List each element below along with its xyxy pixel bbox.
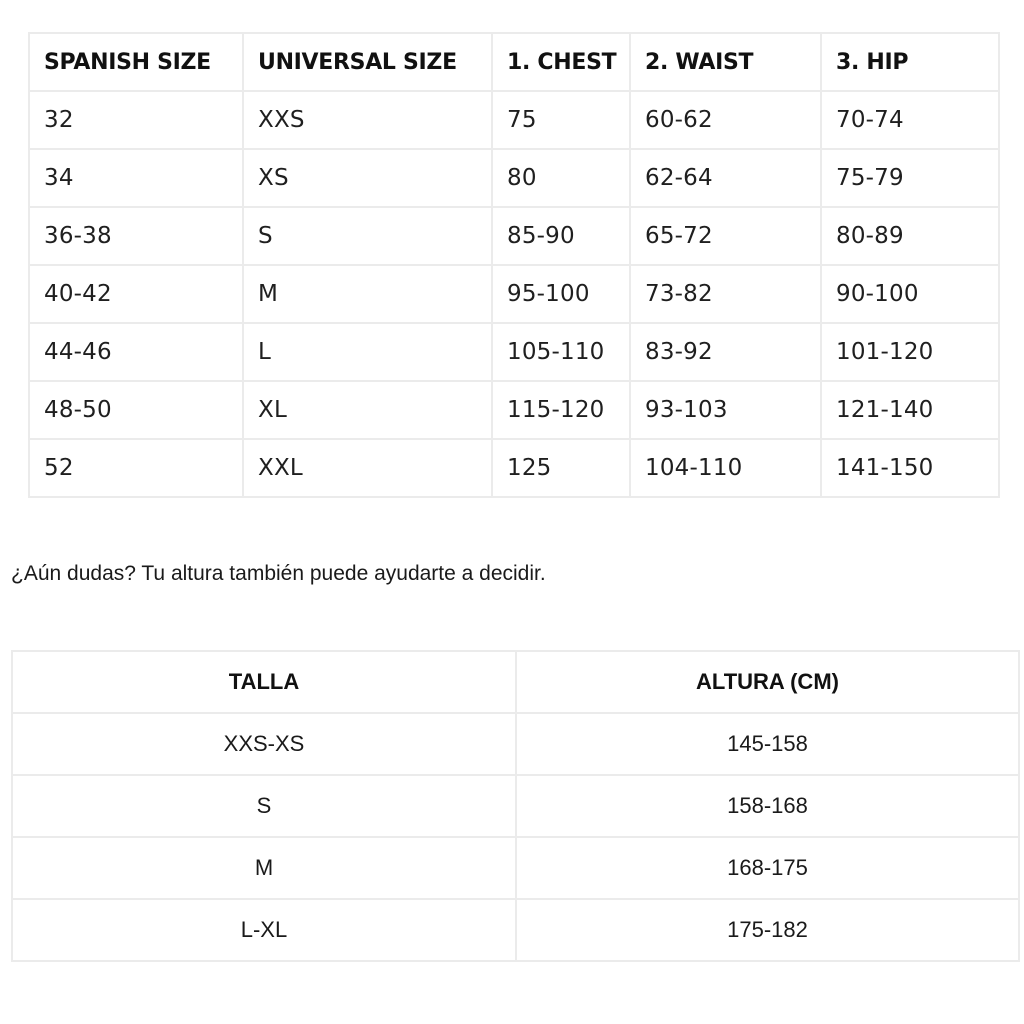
header-universal-size: UNIVERSAL SIZE bbox=[243, 33, 492, 91]
universal-size-cell: XS bbox=[243, 149, 492, 207]
chest-cell: 85-90 bbox=[492, 207, 630, 265]
header-chest: 1. CHEST bbox=[492, 33, 630, 91]
header-talla: TALLA bbox=[12, 651, 516, 713]
height-chart-header-row bbox=[12, 651, 1019, 713]
waist-cell: 104-110 bbox=[630, 439, 821, 497]
table-row bbox=[29, 439, 999, 497]
waist-cell: 73-82 bbox=[630, 265, 821, 323]
table-row bbox=[29, 381, 999, 439]
altura-cell: 145-158 bbox=[516, 713, 1019, 775]
waist-cell: 83-92 bbox=[630, 323, 821, 381]
table-row bbox=[12, 775, 1019, 837]
spanish-size-cell: 32 bbox=[29, 91, 243, 149]
size-chart-header-row bbox=[29, 33, 999, 91]
table-row bbox=[12, 899, 1019, 961]
hip-cell: 70-74 bbox=[821, 91, 999, 149]
table-row bbox=[29, 207, 999, 265]
header-spanish-size: SPANISH SIZE bbox=[29, 33, 243, 91]
spanish-size-cell: 36-38 bbox=[29, 207, 243, 265]
table-row bbox=[12, 713, 1019, 775]
spanish-size-cell: 44-46 bbox=[29, 323, 243, 381]
universal-size-cell: XXL bbox=[243, 439, 492, 497]
universal-size-cell: M bbox=[243, 265, 492, 323]
table-row bbox=[29, 91, 999, 149]
waist-cell: 65-72 bbox=[630, 207, 821, 265]
chest-cell: 80 bbox=[492, 149, 630, 207]
chest-cell: 105-110 bbox=[492, 323, 630, 381]
altura-cell: 175-182 bbox=[516, 899, 1019, 961]
waist-cell: 60-62 bbox=[630, 91, 821, 149]
spanish-size-cell: 48-50 bbox=[29, 381, 243, 439]
spanish-size-cell: 34 bbox=[29, 149, 243, 207]
height-question-text: ¿Aún dudas? Tu altura también puede ayudarte a decidir. bbox=[11, 562, 546, 585]
talla-cell: M bbox=[12, 837, 516, 899]
universal-size-cell: XXS bbox=[243, 91, 492, 149]
talla-cell: XXS-XS bbox=[12, 713, 516, 775]
hip-cell: 101-120 bbox=[821, 323, 999, 381]
hip-cell: 121-140 bbox=[821, 381, 999, 439]
table-row bbox=[29, 265, 999, 323]
altura-cell: 158-168 bbox=[516, 775, 1019, 837]
chest-cell: 75 bbox=[492, 91, 630, 149]
hip-cell: 80-89 bbox=[821, 207, 999, 265]
chest-cell: 115-120 bbox=[492, 381, 630, 439]
hip-cell: 141-150 bbox=[821, 439, 999, 497]
talla-cell: S bbox=[12, 775, 516, 837]
header-altura: ALTURA (CM) bbox=[516, 651, 1019, 713]
table-row bbox=[29, 149, 999, 207]
header-waist: 2. WAIST bbox=[630, 33, 821, 91]
altura-cell: 168-175 bbox=[516, 837, 1019, 899]
hip-cell: 90-100 bbox=[821, 265, 999, 323]
universal-size-cell: S bbox=[243, 207, 492, 265]
chest-cell: 95-100 bbox=[492, 265, 630, 323]
spanish-size-cell: 40-42 bbox=[29, 265, 243, 323]
chest-cell: 125 bbox=[492, 439, 630, 497]
table-row bbox=[29, 323, 999, 381]
size-chart-table bbox=[28, 32, 1000, 498]
hip-cell: 75-79 bbox=[821, 149, 999, 207]
universal-size-cell: L bbox=[243, 323, 492, 381]
table-row bbox=[12, 837, 1019, 899]
universal-size-cell: XL bbox=[243, 381, 492, 439]
waist-cell: 62-64 bbox=[630, 149, 821, 207]
talla-cell: L-XL bbox=[12, 899, 516, 961]
height-chart-table bbox=[11, 650, 1020, 962]
header-hip: 3. HIP bbox=[821, 33, 999, 91]
spanish-size-cell: 52 bbox=[29, 439, 243, 497]
waist-cell: 93-103 bbox=[630, 381, 821, 439]
